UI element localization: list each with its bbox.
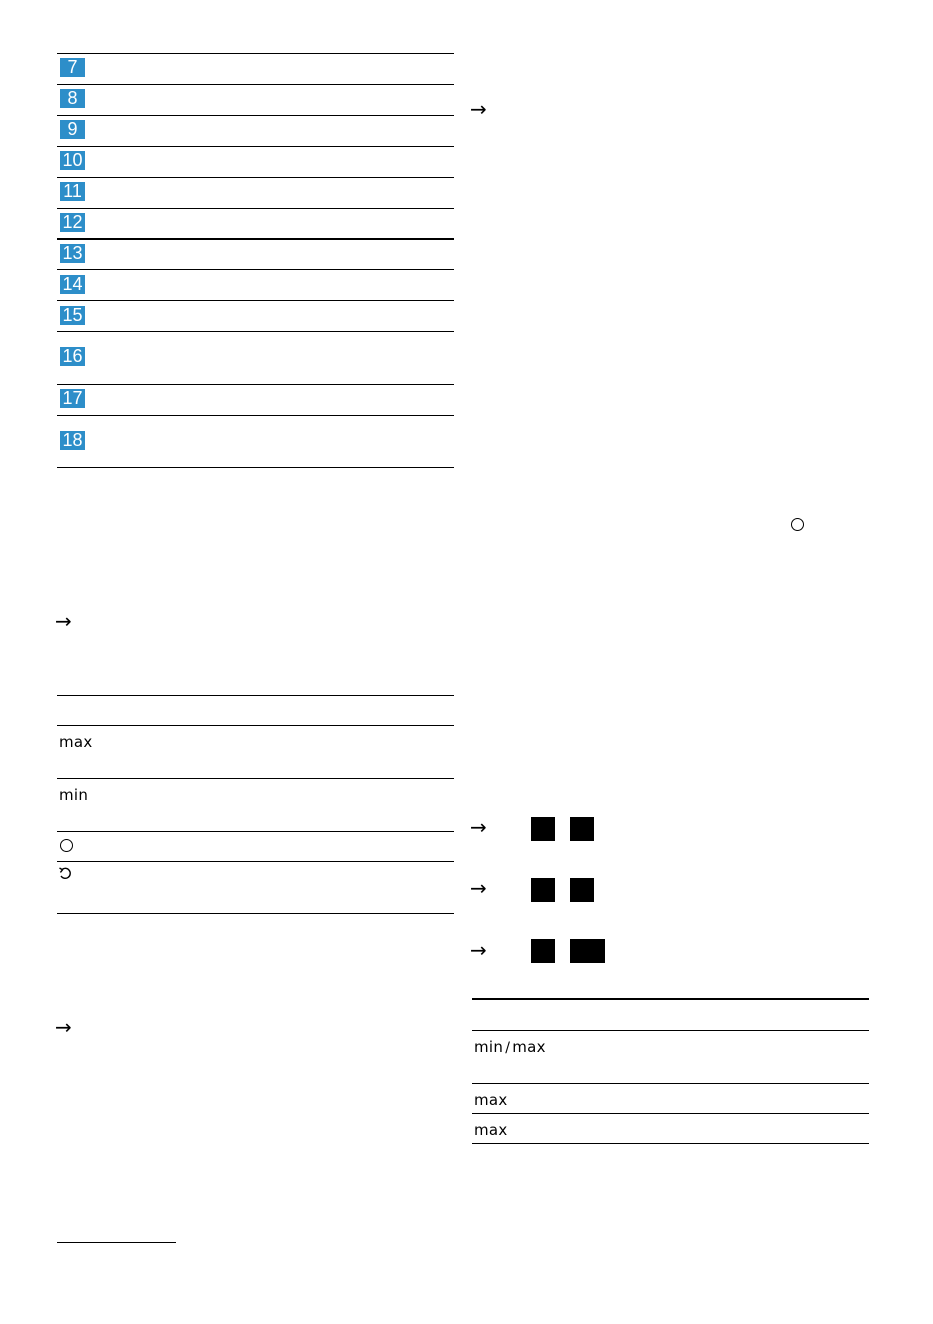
table-rule	[57, 84, 454, 85]
table-rule	[57, 831, 454, 832]
level-min-text: min	[474, 1038, 504, 1056]
table-rule	[57, 300, 454, 301]
table-rule	[57, 53, 454, 54]
circle-icon	[60, 839, 73, 852]
table-rule	[57, 861, 454, 862]
arrow-right-icon: →	[470, 876, 487, 900]
arrow-right-icon: →	[470, 97, 487, 121]
circle-icon	[791, 518, 804, 531]
item-number-badge: 17	[60, 389, 85, 408]
level-label-min-max	[474, 1038, 546, 1057]
item-number-badge: 12	[60, 213, 85, 232]
item-number-badge: 13	[60, 244, 85, 263]
table-rule	[57, 913, 454, 914]
item-number-badge: 7	[60, 58, 85, 77]
table-rule	[472, 1083, 869, 1084]
arrow-right-icon: →	[470, 815, 487, 839]
slash-separator: /	[505, 1040, 511, 1056]
arrow-right-icon: →	[470, 938, 487, 962]
table-rule	[57, 177, 454, 178]
level-label-max: max	[474, 1091, 508, 1109]
display-segment-block	[531, 939, 555, 963]
table-rule	[57, 146, 454, 147]
table-rule	[472, 1030, 869, 1031]
display-segment-block	[570, 878, 594, 902]
item-number-badge: 18	[60, 431, 85, 450]
item-number-badge: 10	[60, 151, 85, 170]
table-rule	[472, 998, 869, 1000]
display-segment-block	[531, 878, 555, 902]
reload-icon	[58, 866, 74, 882]
table-rule	[57, 331, 454, 332]
item-number-badge: 9	[60, 120, 85, 139]
table-rule	[472, 1113, 869, 1114]
item-number-badge: 16	[60, 347, 85, 366]
table-rule	[472, 1143, 869, 1144]
table-rule	[57, 115, 454, 116]
setting-label-max: max	[59, 733, 93, 751]
table-rule	[57, 415, 454, 416]
table-rule	[57, 695, 454, 696]
table-rule	[57, 269, 454, 270]
setting-label-min: min	[59, 786, 89, 804]
table-rule	[57, 778, 454, 779]
footnote-rule	[57, 1242, 176, 1243]
table-rule	[57, 238, 454, 240]
item-number-badge: 14	[60, 275, 85, 294]
level-label-max: max	[474, 1121, 508, 1139]
arrow-right-icon: →	[55, 609, 72, 633]
table-rule	[57, 467, 454, 468]
table-rule	[57, 208, 454, 209]
item-number-badge: 15	[60, 306, 85, 325]
display-segment-block	[531, 817, 555, 841]
level-max-text: max	[512, 1038, 546, 1056]
item-number-badge: 11	[60, 182, 85, 201]
item-number-badge: 8	[60, 89, 85, 108]
table-rule	[57, 384, 454, 385]
display-segment-block	[570, 939, 605, 963]
table-rule	[57, 725, 454, 726]
display-segment-block	[570, 817, 594, 841]
arrow-right-icon: →	[55, 1015, 72, 1039]
